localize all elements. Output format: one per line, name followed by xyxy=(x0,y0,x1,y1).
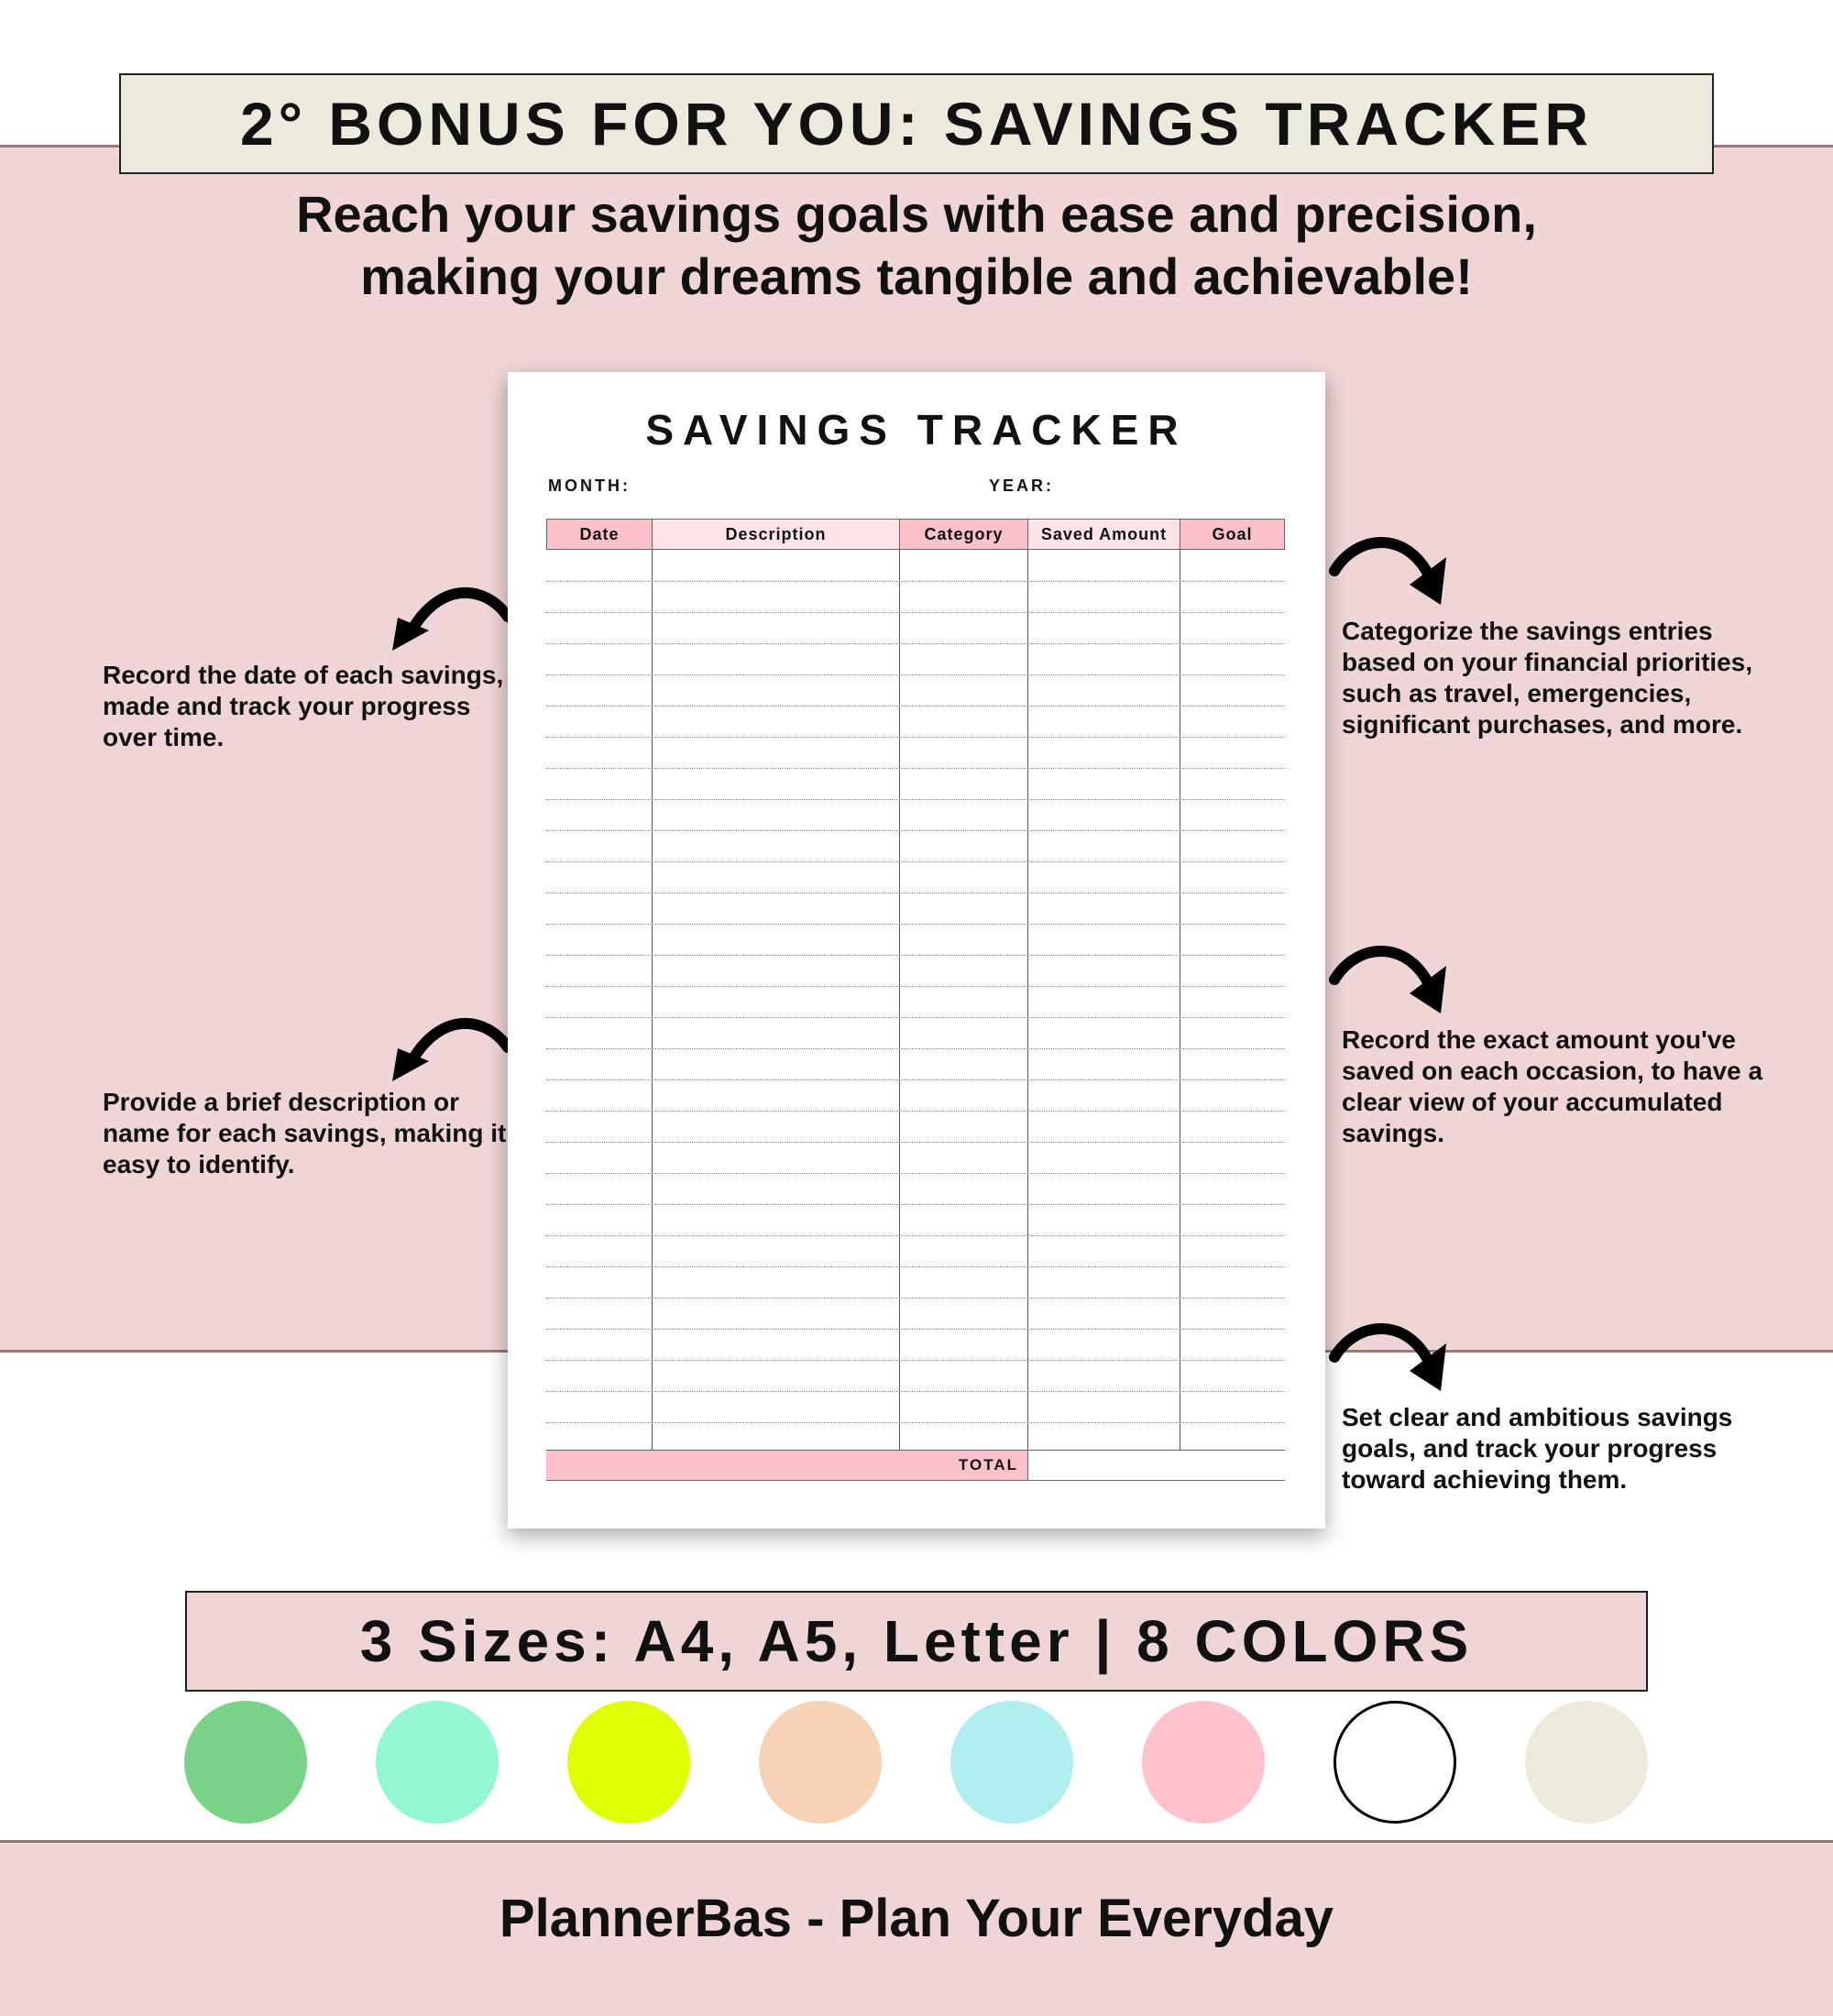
column-header-goal: Goal xyxy=(1180,520,1284,549)
sizes-colors-text: 3 Sizes: A4, A5, Letter | 8 COLORS xyxy=(359,1608,1474,1674)
table-row-line xyxy=(546,1017,1285,1018)
color-swatch xyxy=(184,1701,307,1824)
table-row-line xyxy=(546,1329,1285,1330)
column-header-description: Description xyxy=(653,520,900,549)
table-row-line xyxy=(546,1422,1285,1423)
curved-arrow-icon xyxy=(1329,1307,1457,1408)
column-divider xyxy=(899,550,900,1450)
table-row-line xyxy=(546,799,1285,800)
table-row-line xyxy=(546,1048,1285,1049)
table-row-line xyxy=(546,706,1285,707)
footer-brand: PlannerBas - Plan Your Everyday xyxy=(499,1889,1334,1948)
color-swatch xyxy=(759,1701,882,1824)
table-row-line xyxy=(546,1079,1285,1080)
color-swatch xyxy=(1334,1701,1456,1824)
table-row-line xyxy=(546,1266,1285,1267)
table-row-line xyxy=(546,955,1285,956)
curved-arrow-icon xyxy=(1329,929,1457,1030)
curved-arrow-icon xyxy=(1329,520,1457,621)
bonus-title: 2° BONUS FOR YOU: SAVINGS TRACKER xyxy=(239,90,1594,158)
table-row-line xyxy=(546,1173,1285,1174)
table-row-line xyxy=(546,924,1285,925)
note-saved-amount: Record the exact amount you've saved on each occasion, to have a clear view of your accumulated savings. xyxy=(1342,1025,1763,1147)
table-row-line xyxy=(546,1204,1285,1205)
column-divider xyxy=(1027,550,1028,1450)
color-swatch xyxy=(1142,1701,1265,1824)
total-label-cell xyxy=(546,1450,1027,1481)
color-swatch xyxy=(376,1701,499,1824)
table-row-line xyxy=(546,612,1285,613)
note-goal: Set clear and ambitious savings goals, and track your progress toward achieving them. xyxy=(1342,1403,1733,1494)
note-description: Provide a brief description or name for each savings, making it easy to identify. xyxy=(103,1088,507,1178)
table-row-line xyxy=(546,986,1285,987)
savings-tracker-sheet xyxy=(508,372,1325,1528)
table-row-line xyxy=(546,861,1285,862)
table-row-line xyxy=(546,1360,1285,1361)
table-row-line xyxy=(546,1142,1285,1143)
table-body xyxy=(546,550,1285,1450)
sheet-title: SAVINGS TRACKER xyxy=(645,406,1188,454)
note-category: Categorize the savings entries based on your financial priorities, such as travel, emergencies, significant purchases, and more. xyxy=(1342,617,1753,739)
table-row-line xyxy=(546,1235,1285,1236)
table-row-line xyxy=(546,830,1285,831)
month-label: MONTH: xyxy=(548,477,631,495)
column-header-category: Category xyxy=(900,520,1028,549)
subtitle-line-1: Reach your savings goals with ease and precision, xyxy=(296,185,1537,243)
sizes-colors-banner xyxy=(185,1591,1648,1692)
table-row-line xyxy=(546,768,1285,769)
table-row-line xyxy=(546,581,1285,582)
table-header xyxy=(546,519,1285,550)
column-header-saved-amount: Saved Amount xyxy=(1028,520,1180,549)
color-swatch xyxy=(1525,1701,1648,1824)
bonus-title-banner xyxy=(119,73,1714,174)
total-label: TOTAL xyxy=(958,1456,1018,1474)
table-row-line xyxy=(546,1111,1285,1112)
column-divider xyxy=(652,550,653,1450)
color-swatch xyxy=(950,1701,1073,1824)
total-row xyxy=(546,1450,1285,1481)
table-row-line xyxy=(546,737,1285,738)
subtitle xyxy=(0,183,1833,308)
column-header-date: Date xyxy=(547,520,653,549)
total-value-cell xyxy=(1027,1450,1285,1481)
color-swatch xyxy=(567,1701,690,1824)
table-row-line xyxy=(546,674,1285,675)
table-row-line xyxy=(546,643,1285,644)
note-date: Record the date of each savings, made and track your progress over time. xyxy=(103,661,504,751)
year-label: YEAR: xyxy=(989,477,1055,495)
table-row-line xyxy=(546,1391,1285,1392)
subtitle-line-2: making your dreams tangible and achievable! xyxy=(360,247,1473,305)
